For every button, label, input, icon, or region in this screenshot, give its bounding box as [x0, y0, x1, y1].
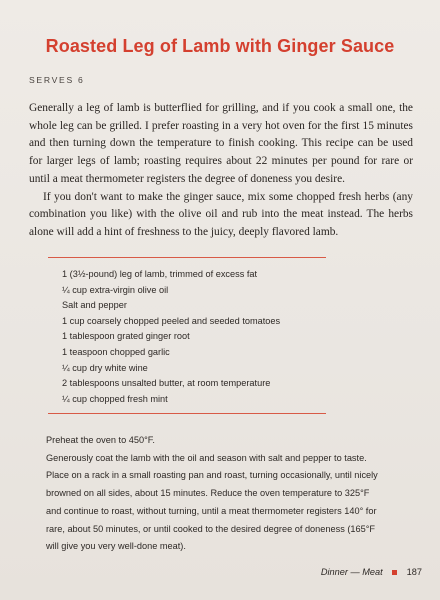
- page-footer: [321, 567, 422, 577]
- ingredient-item: Salt and pepper: [62, 300, 127, 311]
- ingredient-item: ¼ cup chopped fresh mint: [62, 393, 168, 404]
- ingredient-item: 1 teaspoon chopped garlic: [62, 346, 170, 357]
- ingredient-item: ¼ cup extra-virgin olive oil: [62, 284, 169, 295]
- ingredient-item: 1 (3½-pound) leg of lamb, trimmed of excess fat: [62, 269, 258, 279]
- intro-paragraph: Generally a leg of lamb is butterflied for grilling, and if you cook a small one, the whole leg can be grilled. I prefer roasting in a very hot oven for the first 15 minutes and then turning down the temperature to finish cooking. This recipe can be used for larger legs of lamb; roasting requires about 22 minutes per pound for rare or until a meat thermometer registers the degree of doneness you desire.: [29, 102, 413, 185]
- page-number: 187: [406, 567, 422, 577]
- ingredient-item: 2 tablespoons unsalted butter, at room temperature: [62, 378, 271, 389]
- ingredients-top-rule: [48, 257, 326, 258]
- section-label: Dinner — Meat: [320, 567, 383, 577]
- method-step: Generously coat the lamb with the oil and season with salt and pepper to taste. Place on a rack in a small roasting pan and roast, turning occasionally, until nicely browned on all sides, about 15 minutes. Reduce the oven temperature to 325°F and continue to roast, without turning, until a meat thermometer registers 140° for rare, about 50 minutes, or until cooked to the desired degree of doneness (165°F will give you very well-done meat).: [46, 452, 378, 552]
- ingredient-item: ¼ cup dry white wine: [62, 362, 148, 373]
- recipe-method: [46, 432, 381, 556]
- ingredient-item: 1 cup coarsely chopped peeled and seeded tomatoes: [62, 315, 281, 326]
- recipe-title: Roasted Leg of Lamb with Ginger Sauce: [45, 36, 395, 56]
- intro-paragraph: If you don't want to make the ginger sauce, mix some chopped fresh herbs (any combination you like) with the olive oil and rub into the meat instead. The herbs alone will add a hint of freshness to the juicy, deeply flavored lamb.: [29, 190, 413, 238]
- method-step: Preheat the oven to 450°F.: [46, 435, 155, 445]
- ingredient-item: 1 tablespoon grated ginger root: [62, 331, 190, 342]
- recipe-intro: [29, 100, 413, 242]
- ingredients-bottom-rule: [48, 413, 326, 414]
- serves-label: SERVES 6: [29, 75, 85, 85]
- ingredient-list: [62, 267, 280, 407]
- square-bullet-icon: [392, 570, 397, 575]
